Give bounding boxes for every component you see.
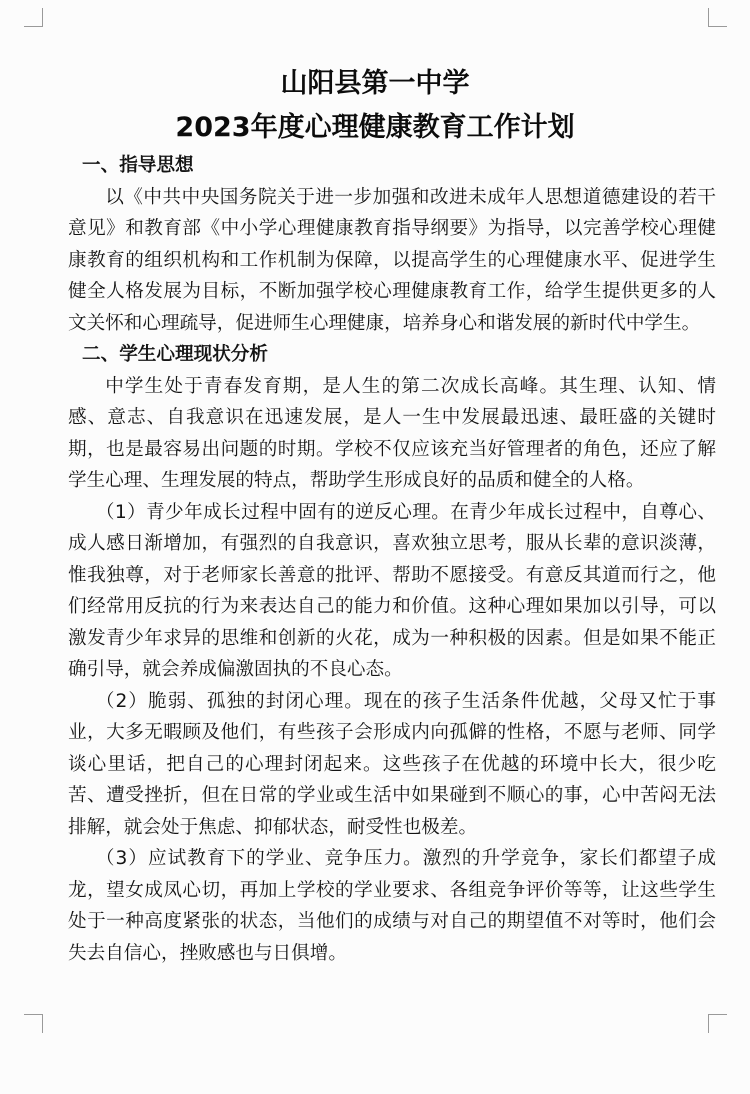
paragraph-item-rebellious: （1）青少年成长过程中固有的逆反心理。在青少年成长过程中，自尊心、成人感日渐增加，有强烈的自我意识，喜欢独立思考，服从长辈的意识淡薄，惟我独尊，对于老师家长善意的批评、帮助不愿接受。有意反其道而行之，他们经常用反抗的行为来表达自己的能力和价值。这种心理如果加以引导，可以激发青少年求异的思维和创新的火花，成为一种积极的因素。但是如果不能正确引导，就会养成偏激固执的不良心态。 — [68, 501, 716, 680]
document-title-school: 山阳县第一中学 — [280, 68, 470, 99]
paragraph-guiding-thought: 以《中共中央国务院关于进一步加强和改进未成年人思想道德建设的若干意见》和教育部《中小学心理健康教育指导纲要》为指导，以完善学校心理健康教育的组织机构和工作机制为保障，以提高学生的心理健康水平、促进学生健全人格发展为目标，不断加强学校心理健康教育工作，给学生提供更多的人文关怀和心理疏导，促进师生心理健康，培养身心和谐发展的新时代中学生。 — [68, 186, 716, 334]
crop-mark-top-left — [24, 8, 43, 27]
crop-mark-bottom-right — [708, 1014, 727, 1033]
section-heading-guiding-thought: 一、指导思想 — [82, 155, 194, 176]
document-body — [68, 150, 716, 969]
paragraph-item-pressure: （3）应试教育下的学业、竞争压力。激烈的升学竞争，家长们都望子成龙，望女成凤心切，再加上学校的学业要求、各组竞争评价等等，让这些学生处于一种高度紧张的状态，当他们的成绩与对自己的期望值不对等时，他们会失去自信心，挫败感也与日俱增。 — [68, 848, 716, 964]
crop-mark-bottom-left — [24, 1014, 43, 1033]
paragraph-item-isolation: （2）脆弱、孤独的封闭心理。现在的孩子生活条件优越，父母又忙于事业，大多无暇顾及他们，有些孩子会形成内向孤僻的性格，不愿与老师、同学谈心里话，把自己的心理封闭起来。这些孩子在优越的环境中长大，很少吃苦、遭受挫折，但在日常的学业或生活中如果碰到不顺心的事，心中苦闷无法排解，就会处于焦虑、抑郁状态，耐受性也极差。 — [68, 690, 716, 838]
section-heading-psych-status: 二、学生心理现状分析 — [82, 344, 268, 365]
paragraph-psych-overview: 中学生处于青春发育期，是人生的第二次成长高峰。其生理、认知、情感、意志、自我意识在迅速发展，是人一生中发展最迅速、最旺盛的关键时期，也是最容易出问题的时期。学校不仅应该充当好管理者的角色，还应了解学生心理、生理发展的特点，帮助学生形成良好的品质和健全的人格。 — [68, 375, 716, 491]
document-title-plan: 2023年度心理健康教育工作计划 — [175, 112, 575, 143]
crop-mark-top-right — [708, 8, 727, 27]
